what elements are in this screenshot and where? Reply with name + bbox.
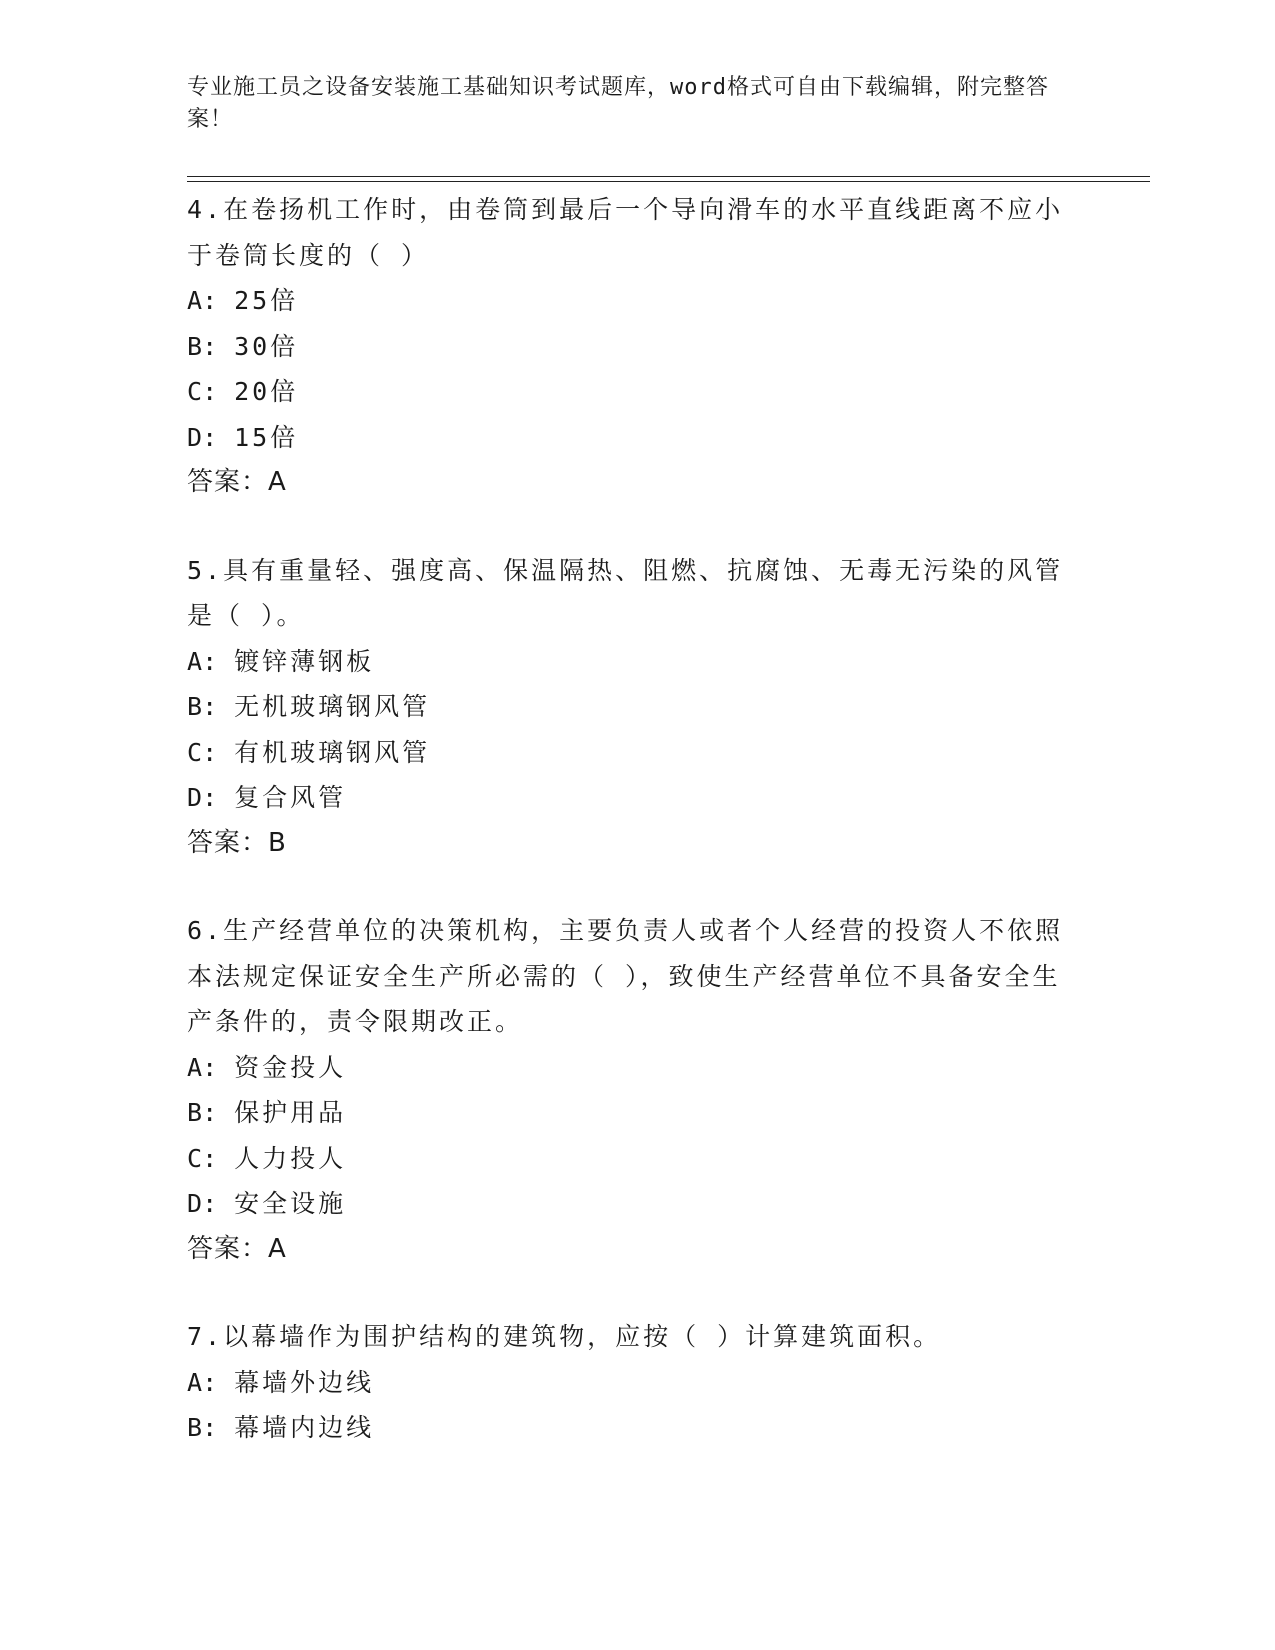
- option-d: D: 复合风管: [187, 783, 347, 812]
- document-title: 专业施工员之设备安装施工基础知识考试题库，word格式可自由下载编辑，附完整答案！: [187, 75, 1049, 132]
- document-header: [187, 72, 1067, 136]
- question-7: [187, 1314, 1087, 1451]
- option-a: A: 25倍: [187, 286, 299, 315]
- option-b: B: 无机玻璃钢风管: [187, 692, 431, 721]
- question-6: [187, 908, 1087, 1272]
- answer-line: 答案：A: [187, 1233, 287, 1264]
- option-a: A: 资金投人: [187, 1052, 347, 1082]
- option-c: C: 20倍: [187, 377, 299, 406]
- option-d: D: 安全设施: [187, 1189, 347, 1218]
- answer-line: 答案：B: [187, 827, 287, 858]
- option-b: B: 保护用品: [187, 1098, 347, 1127]
- question-5: [187, 548, 1087, 867]
- option-b: B: 幕墙内边线: [187, 1413, 375, 1442]
- option-c: C: 有机玻璃钢风管: [187, 737, 431, 767]
- header-divider-bottom: [187, 181, 1150, 182]
- question-4: [187, 187, 1087, 506]
- option-c: C: 人力投人: [187, 1143, 347, 1173]
- header-divider-top: [187, 176, 1150, 177]
- question-stem: 5.具有重量轻、强度高、保温隔热、阻燃、抗腐蚀、无毒无污染的风管是（ ）。: [187, 555, 1064, 630]
- option-a: A: 幕墙外边线: [187, 1367, 375, 1397]
- answer-line: 答案：A: [187, 467, 287, 497]
- question-stem: 6.生产经营单位的决策机构，主要负责人或者个人经营的投资人不依照本法规定保证安全生产所必需的（ ），致使生产经营单位不具备安全生产条件的，责令限期改正。: [187, 916, 1064, 1036]
- option-d: D: 15倍: [187, 422, 299, 452]
- option-b: B: 30倍: [187, 331, 299, 361]
- question-list: [187, 187, 1087, 1493]
- question-stem: 7.以幕墙作为围护结构的建筑物，应按（ ）计算建筑面积。: [187, 1322, 942, 1351]
- option-a: A: 镀锌薄钢板: [187, 646, 375, 676]
- question-stem: 4.在卷扬机工作时，由卷筒到最后一个导向滑车的水平直线距离不应小于卷筒长度的（ ）: [187, 195, 1064, 270]
